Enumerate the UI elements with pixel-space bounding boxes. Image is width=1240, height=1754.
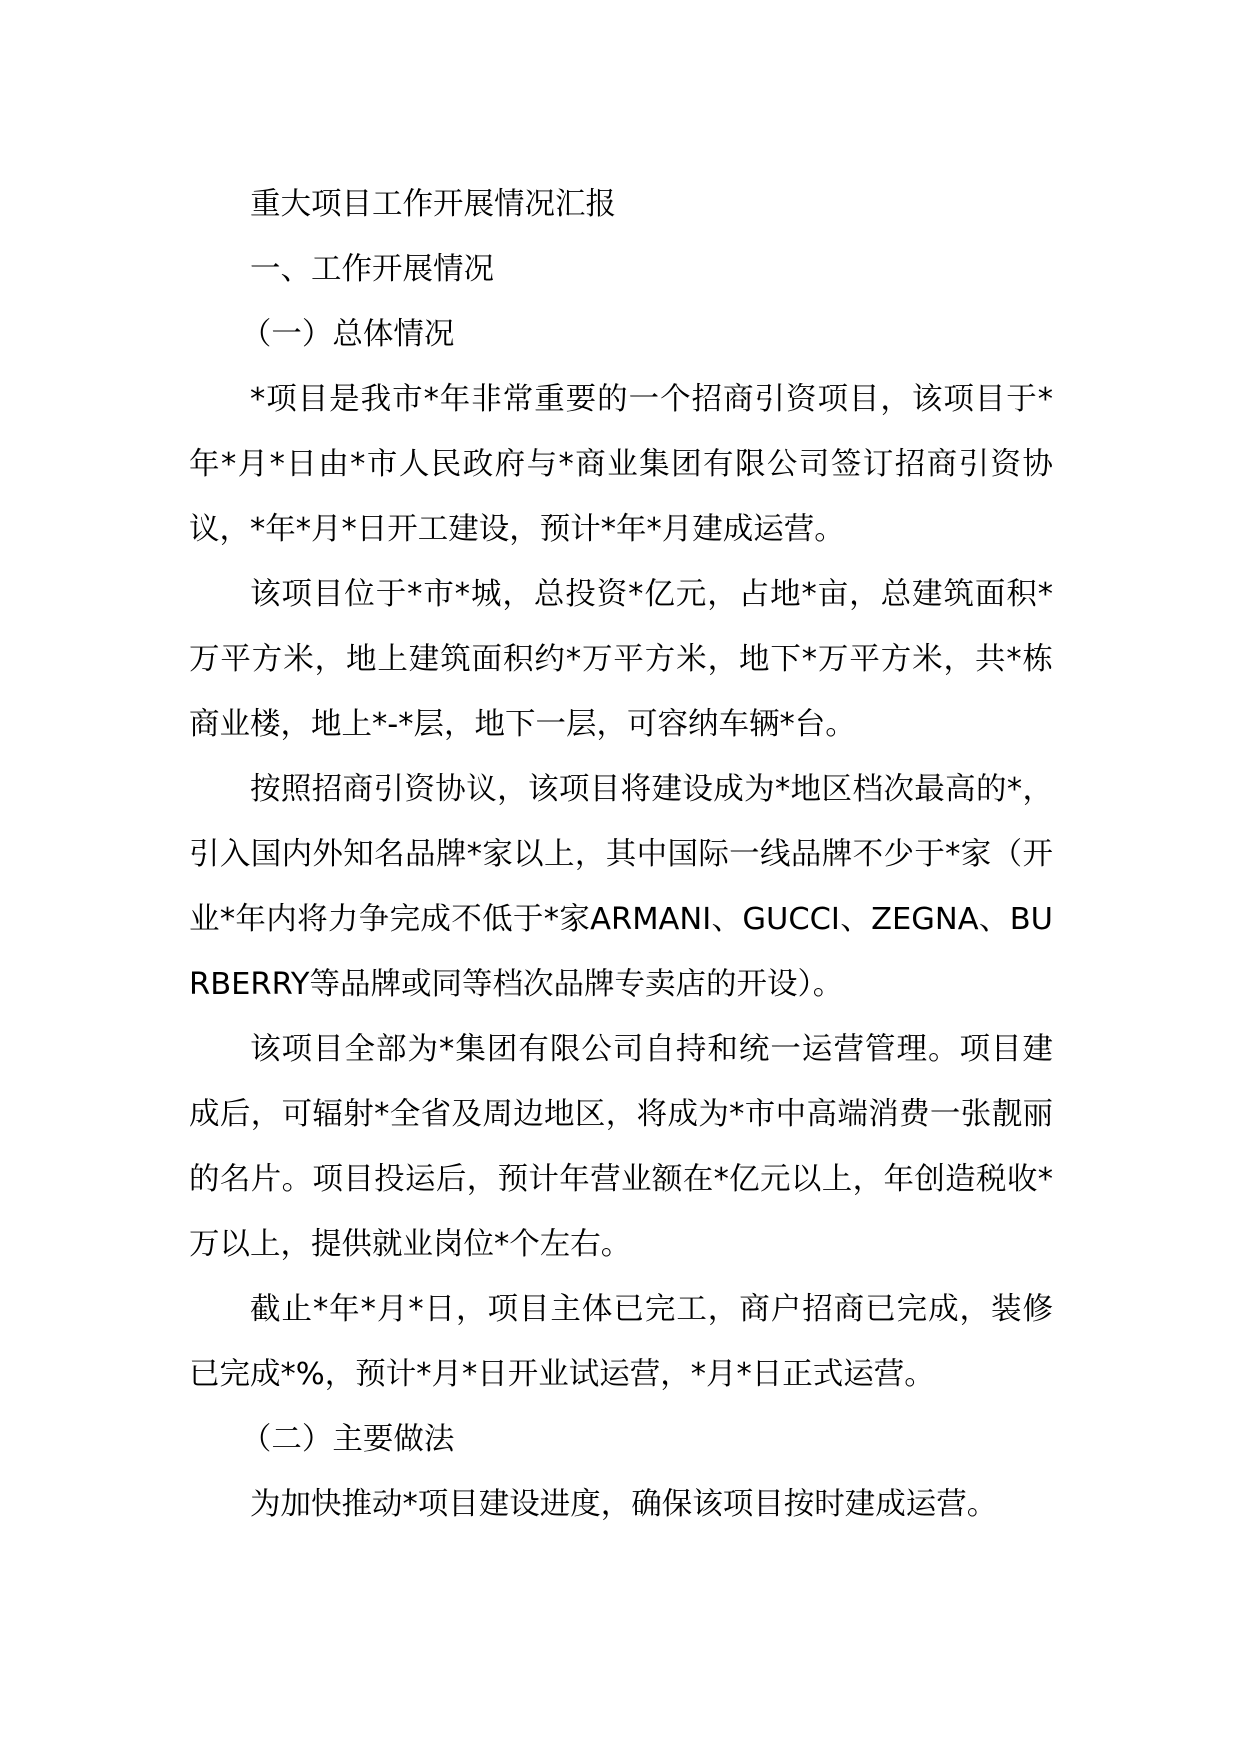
subsection-heading-overview: （一）总体情况 — [240, 317, 455, 352]
subsection-heading-main-methods: （二）主要做法 — [240, 1422, 455, 1457]
paragraph-methods-intro: 为加快推动*项目建设进度，确保该项目按时建成运营。 — [250, 1487, 998, 1522]
section-heading-work-progress: 一、工作开展情况 — [250, 252, 494, 287]
paragraph-operation-management: 该项目全部为*集团有限公司自持和统一运营管理。项目建成后，可辐射*全省及周边地区，将成为*市中高端消费一张靓丽的名片。项目投运后，预计年营业额在*亿元以上，年创造税收*万以上，提供就业岗位*个左右。 — [189, 1032, 1053, 1262]
document-title: 重大项目工作开展情况汇报 — [250, 187, 616, 222]
paragraph-project-intro: *项目是我市*年非常重要的一个招商引资项目，该项目于*年*月*日由*市人民政府与*商业集团有限公司签订招商引资协议，*年*月*日开工建设，预计*年*月建成运营。 — [189, 382, 1053, 547]
paragraph-current-status: 截止*年*月*日，项目主体已完工，商户招商已完成，装修已完成*%，预计*月*日开业试运营，*月*日正式运营。 — [189, 1292, 1053, 1392]
paragraph-investment-agreement: 按照招商引资协议，该项目将建设成为*地区档次最高的*，引入国内外知名品牌*家以上，其中国际一线品牌不少于*家（开业*年内将力争完成不低于*家ARMANI、GUCCI、ZEGNA、BURBERRY等品牌或同等档次品牌专卖店的开设）。 — [189, 772, 1053, 1002]
paragraph-project-location: 该项目位于*市*城，总投资*亿元，占地*亩，总建筑面积*万平方米，地上建筑面积约*万平方米，地下*万平方米，共*栋商业楼，地上*-*层，地下一层，可容纳车辆*台。 — [189, 577, 1053, 742]
